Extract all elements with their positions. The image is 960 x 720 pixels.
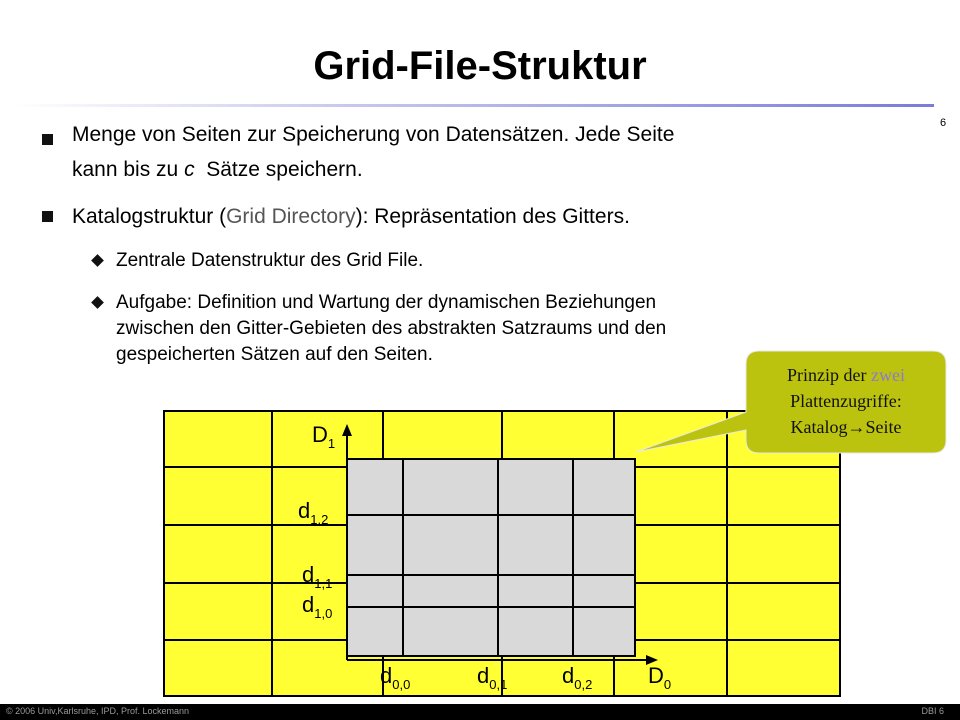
y-scale-label: $d_{1,2}$ (298, 498, 329, 527)
footer-page-ref: DBI 6 (921, 706, 944, 716)
sub-bullet-2-line-3: gespeicherten Sätzen auf den Seiten. (116, 344, 433, 365)
x-scale-label: $d_{0,0}$ (380, 663, 411, 692)
sub-bullet-2-line-2: zwischen den Gitter-Gebieten des abstrakten Satzraums und den (116, 318, 667, 339)
axis-label-y: $D_1$ (312, 422, 336, 451)
y-scale-label: $d_{1,1}$ (302, 562, 333, 591)
slide-title: Grid-File-Struktur (313, 44, 647, 88)
y-scale-label: $d_{1,0}$ (302, 592, 333, 621)
x-scale-label: $d_{0,2}$ (562, 663, 593, 692)
sub-bullet-1: Zentrale Datenstruktur des Grid File. (116, 250, 424, 271)
x-scale-label: $d_{0,1}$ (477, 663, 508, 692)
bullet-2-line-1: Katalogstruktur (Grid Directory): Repräsentation des Gitters. (72, 205, 630, 228)
grid-directory-region (347, 459, 635, 656)
footer-copyright: © 2006 Univ,Karlsruhe, IPD, Prof. Lockemann (6, 706, 190, 716)
bullet-1-line-2: kann bis zu c Sätze speichern. (72, 158, 363, 181)
arrow-right-icon: → (847, 417, 866, 437)
bullet-1-line-1: Menge von Seiten zur Speicherung von Datensätzen. Jede Seite (72, 123, 675, 146)
sub-bullet-2-line-1: Aufgabe: Definition und Wartung der dynamischen Beziehungen (116, 292, 657, 313)
slide-number: 6 (940, 117, 947, 129)
axis-label-x: $D_0$ (648, 663, 672, 692)
callout-text: Prinzip der zwei Plattenzugriffe: Katalog→Seite (787, 365, 905, 437)
